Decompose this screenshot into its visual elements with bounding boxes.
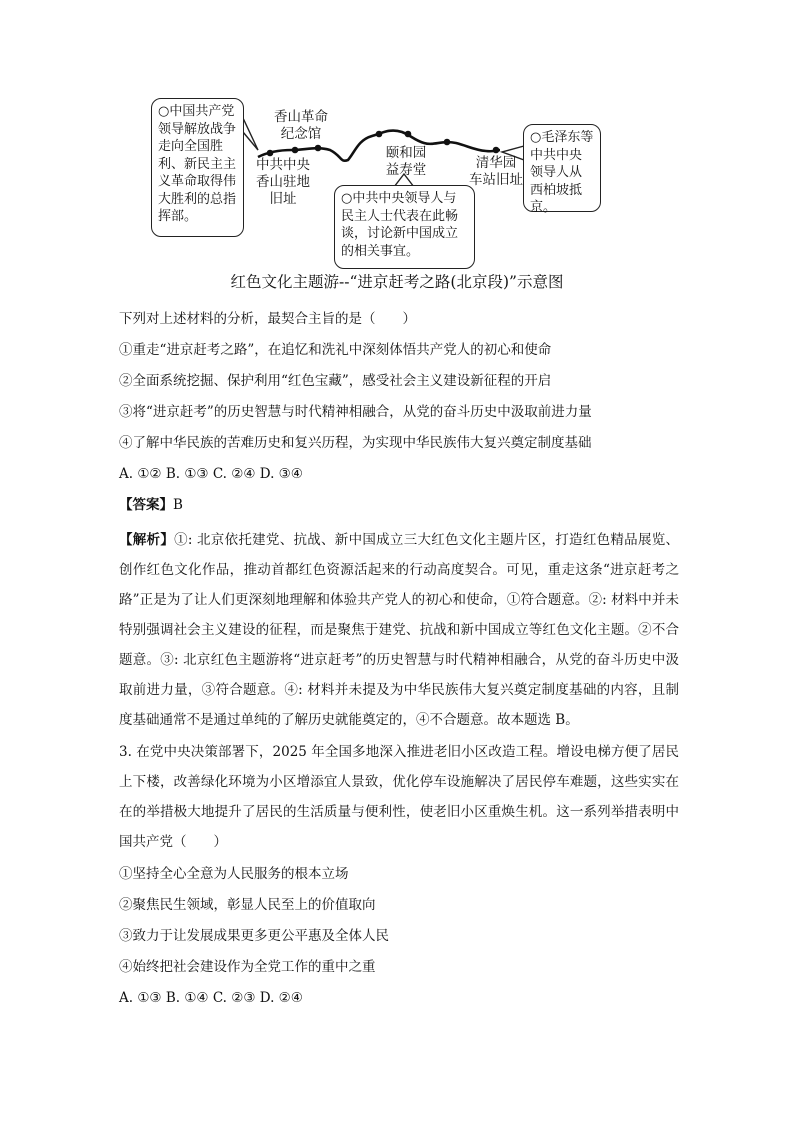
- station-dot: [444, 139, 451, 146]
- station-dot: [315, 145, 322, 152]
- label-xiangshan-memorial: 香山革命 纪念馆: [274, 109, 328, 142]
- station-dot: [405, 131, 412, 138]
- callout-arrival: [523, 124, 601, 215]
- callout-discussion-text: ○中共中央领导人与民主人士代表在此畅谈，讨论新中国成立的相关事宜。: [341, 191, 459, 259]
- question3-option-4: ④始终把社会建设作为全党工作的重中之重: [119, 959, 376, 975]
- question2-analysis: [119, 525, 679, 735]
- analysis-text: ①: 北京依托建党、抗战、新中国成立三大红色文化主题片区，打造红色精品展览、创作红色文化作品，推动首都红色资源活起来的行动高度契合。可见，重走这条“进京赶考之路”正是为了让人们更深刻地理解和体验共产党人的初心和使命，①符合题意。②: 材料中并未特别强调社会主义建设的征程，而是聚焦于建党、抗战和新中国成立等红色文化主题。②不合题意。③: 北京红色主题游将“进京赶考”的历史智慧与时代精神相融合，从党的奋斗历史中汲取前进力量，③符合题意。④: 材料并未提及为中华民族伟大复兴奠定制度基础的内容，且制度基础通常不是通过单纯的了解历史就能奠定的，④不合题意。故本题选 B。: [119, 532, 680, 728]
- question2-option-3: ③将“进京赶考”的历史智慧与时代精神相融合，从党的奋斗历史中汲取前进力量: [119, 404, 592, 420]
- answer-value: B: [173, 497, 183, 513]
- question3-option-2: ②聚焦民生领域，彰显人民至上的价值取向: [119, 897, 376, 913]
- station-dot: [292, 147, 299, 154]
- question2-stem: 下列对上述材料的分析，最契合主旨的是（ ）: [119, 311, 416, 327]
- figure-caption: 红色文化主题游--“进京赶考之路(北京段)”示意图: [230, 273, 564, 291]
- label-central-committee-site: 中共中央 香山驻地 旧址: [256, 157, 310, 207]
- question2-option-4: ④了解中华民族的苦难历史和复兴历程，为实现中华民族伟大复兴奠定制度基础: [119, 435, 592, 451]
- question2-choices: A. ①② B. ①③ C. ②④ D. ③④: [119, 466, 303, 482]
- question3-choices: A. ①③ B. ①④ C. ②③ D. ②④: [119, 990, 303, 1006]
- station-dot: [267, 150, 274, 157]
- label-qinghuayuan-station: 清华园 车站旧址: [469, 155, 523, 188]
- question2-answer: [119, 494, 679, 516]
- label-summer-palace: 颐和园 益寿堂: [385, 145, 427, 178]
- station-dot: [376, 131, 383, 138]
- callout-general-command: [151, 98, 244, 237]
- question3-stem: 3. 在党中央决策部署下，2025 年全国多地深入推进老旧小区改造工程。增设电梯方便了居民上下楼，改善绿化环境为小区增添宜人景致，优化停车设施解决了居民停车难题，这些实实在在的举措极大地提升了居民的生活质量与便利性，使老旧小区重焕生机。这一系列举措表明中国共产党（ ）: [119, 744, 679, 850]
- answer-label: 【答案】: [119, 497, 173, 513]
- callout-arrival-text: ○毛泽东等中共中央领导人从西柏坡抵京。: [530, 130, 594, 215]
- question3-option-1: ①坚持全心全意为人民服务的根本立场: [119, 866, 349, 882]
- callout-general-command-text: ○中国共产党领导解放战争走向全国胜利、新民主主义革命取得伟大胜利的总指挥部。: [158, 104, 237, 224]
- station-dot: [493, 147, 500, 154]
- question2-option-1: ①重走“进京赶考之路”，在追忆和洗礼中深刻体悟共产党人的初心和使命: [119, 342, 552, 358]
- route-diagram: [0, 0, 794, 300]
- analysis-label: 【解析】: [119, 532, 175, 548]
- question2-option-2: ②全面系统挖掘、保护利用“红色宝藏”，感受社会主义建设新征程的开启: [119, 373, 552, 389]
- question-content: [119, 308, 679, 1018]
- question3-option-3: ③致力于让发展成果更多更公平惠及全体人民: [119, 928, 389, 944]
- callout-discussion: [334, 185, 475, 269]
